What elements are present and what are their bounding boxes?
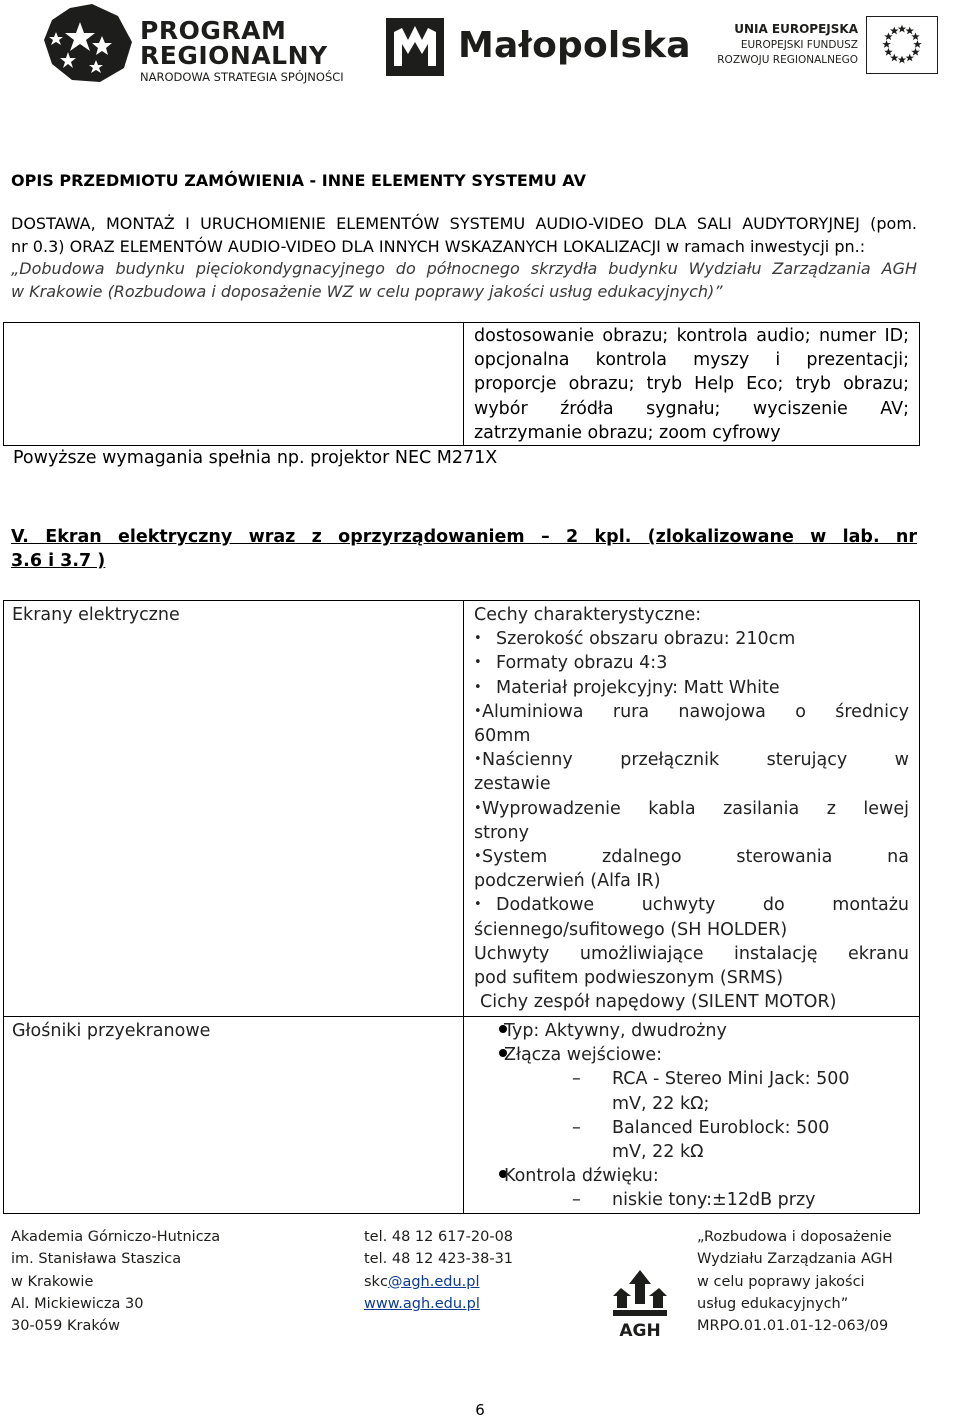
document-title: OPIS PRZEDMIOTU ZAMÓWIENIA - INNE ELEMENTY SYSTEMU AV	[11, 171, 586, 190]
footer-project-line: MRPO.01.01.01-12-063/09	[697, 1318, 889, 1335]
speakers-label: Głośniki przyekranowe	[12, 1021, 211, 1041]
speakers-spec-cell	[464, 1017, 920, 1214]
list-subitem	[464, 1116, 909, 1140]
projector-table-row	[4, 323, 920, 446]
footer-address-line: Al. Mickiewicza 30	[11, 1295, 144, 1312]
subheading-line2: nr 0.3) ORAZ ELEMENTÓW AUDIO-VIDEO DLA INNYCH WSKAZANYCH LOKALIZACJI w ramach inwestycji pn.:	[11, 236, 866, 256]
bullet-icon: •	[474, 655, 482, 671]
list-item	[474, 627, 909, 651]
bullet-icon: •	[474, 703, 482, 719]
agh-logo	[609, 1268, 671, 1340]
screens-heading: Cechy charakterystyczne:	[474, 605, 702, 625]
program-logo-line2: REGIONALNY	[140, 41, 328, 70]
agh-logo-text: AGH	[619, 1321, 661, 1340]
screen-item-text: Wyprowadzenie kabla zasilania z lewej	[482, 798, 909, 819]
page-footer	[0, 1226, 960, 1346]
speaker-subitem-text: niskie tony:±12dB przy	[612, 1190, 816, 1211]
bullet-icon: •	[474, 849, 482, 865]
speaker-item-text: Typ: Aktywny, dwudrożny	[504, 1021, 727, 1041]
section-v-line1: V. Ekran elektryczny wraz z oprzyrządowaniem – 2 kpl. (zlokalizowane w lab. nr	[11, 527, 917, 547]
dash-icon: –	[572, 1117, 581, 1138]
program-logo-line3: NARODOWA STRATEGIA SPÓJNOŚCI	[140, 70, 344, 84]
screen-item-text: Szerokość obszaru obrazu: 210cm	[496, 629, 796, 650]
speaker-subitem-text: Balanced Euroblock: 500	[612, 1117, 830, 1138]
list-subitem-continuation: mV, 22 kΩ	[612, 1142, 704, 1163]
footer-project-line: w celu poprawy jakości	[697, 1273, 865, 1290]
eu-logo	[700, 16, 950, 78]
footer-website-link[interactable]: www.agh.edu.pl	[364, 1295, 480, 1312]
screen-item-text: Naścienny przełącznik sterujący w	[482, 750, 909, 771]
footer-email-prefix: skc	[364, 1273, 388, 1290]
footer-phone: tel. 48 12 423-38-31	[364, 1251, 514, 1268]
eu-logo-line2: EUROPEJSKI FUNDUSZ	[740, 39, 858, 51]
footer-project-line: usług edukacyjnych”	[697, 1295, 849, 1312]
screen-item-text: Materiał projekcyjny: Matt White	[496, 677, 780, 698]
footer-address-line: im. Stanisława Staszica	[11, 1251, 182, 1268]
subheading-line1: DOSTAWA, MONTAŻ I URUCHOMIENIE ELEMENTÓW SYSTEMU AUDIO-VIDEO DLA SALI AUDYTORYJNEJ (pom.	[11, 214, 917, 233]
list-item-continuation: strony	[474, 822, 529, 843]
speaker-item-text: Kontrola dźwięku:	[504, 1166, 659, 1187]
list-subitem	[464, 1067, 909, 1091]
list-item	[474, 651, 909, 675]
footer-contact	[364, 1226, 513, 1315]
screen-item-text: System zdalnego sterowania na	[482, 847, 909, 868]
section-v-heading	[11, 525, 917, 573]
projector-features-cell	[464, 323, 920, 446]
footer-address	[11, 1226, 220, 1337]
list-item-continuation: 60mm	[474, 726, 531, 747]
malopolska-logo-text: Małopolska	[458, 25, 691, 66]
malopolska-logo	[386, 18, 691, 78]
project-name-line1: „Dobudowa budynku pięciokondygnacyjnego do północnego skrzydła budynku Wydziału Zarządzania AGH	[11, 259, 917, 278]
screen-item-text: Aluminiowa rura nawojowa o średnicy	[482, 701, 909, 722]
list-item-continuation: pod sufitem podwieszonym (SRMS)	[474, 968, 784, 989]
dash-icon: –	[572, 1069, 581, 1090]
bullet-icon: •	[474, 752, 482, 768]
list-subitem	[464, 1188, 909, 1212]
speaker-subitem-text: RCA - Stereo Mini Jack: 500	[612, 1069, 850, 1090]
star-emblem-icon	[40, 2, 136, 86]
speaker-item-text: Złącza wejściowe:	[504, 1045, 663, 1066]
list-item	[474, 893, 909, 917]
list-item	[474, 700, 909, 724]
footer-website-row	[364, 1293, 513, 1315]
list-item	[474, 797, 909, 821]
table-row	[4, 601, 920, 1017]
footer-email-link[interactable]: @agh.edu.pl	[387, 1273, 480, 1290]
footer-address-line: 30-059 Kraków	[11, 1318, 120, 1335]
screens-label-cell	[4, 601, 464, 1017]
bullet-icon	[464, 1164, 504, 1188]
speakers-label-cell	[4, 1017, 464, 1214]
projector-features-text: dostosowanie obrazu; kontrola audio; numer ID; opcjonalna kontrola myszy i prezentacji; proporcje obrazu; tryb Help Eco; tryb obrazu; wybór źródła sygnału; wyciszenie AV; zatrzymanie obrazu; zoom cyfrowy	[474, 326, 909, 443]
screens-spec-cell	[464, 601, 920, 1017]
eu-logo-line1: UNIA EUROPEJSKA	[734, 22, 858, 36]
bullet-icon	[464, 1019, 504, 1043]
program-regionalny-logo	[40, 2, 360, 86]
agh-emblem-icon	[613, 1270, 667, 1316]
bullet-icon: •	[474, 800, 482, 816]
footer-project-line: „Rozbudowa i doposażenie	[697, 1229, 892, 1245]
list-item-continuation: podczerwień (Alfa IR)	[474, 871, 661, 892]
table-row	[4, 1017, 920, 1214]
projector-table-label-cell	[4, 323, 498, 468]
page-number: 6	[475, 1401, 485, 1419]
footer-email	[364, 1271, 513, 1293]
bullet-icon	[464, 1043, 504, 1067]
footer-phone: tel. 48 12 617-20-08	[364, 1229, 514, 1245]
page-header	[0, 0, 960, 100]
footer-address-line: Akademia Górniczo-Hutnicza	[11, 1229, 221, 1245]
document-subheading	[11, 213, 917, 303]
list-item	[464, 1164, 909, 1188]
list-item	[474, 845, 909, 869]
footer-project	[697, 1226, 893, 1337]
screen-item-text: Formaty obrazu 4:3	[496, 653, 668, 674]
list-item-continuation: ściennego/sufitowego (SH HOLDER)	[474, 919, 788, 940]
footer-project-line: Wydziału Zarządzania AGH	[697, 1251, 893, 1268]
list-item	[464, 1043, 909, 1067]
malopolska-emblem-icon	[386, 18, 444, 76]
section-v-line2: 3.6 i 3.7 )	[11, 551, 106, 571]
footer-address-line: w Krakowie	[11, 1273, 94, 1290]
list-item-continuation: zestawie	[474, 774, 551, 795]
projector-table	[3, 322, 920, 468]
eu-flag-icon	[866, 16, 938, 74]
list-item	[474, 748, 909, 772]
program-logo-line1: PROGRAM	[140, 16, 287, 45]
list-item	[464, 1019, 909, 1043]
list-item	[474, 676, 909, 700]
screen-specs-table	[3, 600, 920, 1214]
bullet-icon: •	[474, 897, 482, 913]
bullet-icon: •	[474, 679, 482, 695]
list-item: Uchwyty umożliwiające instalację ekranu	[474, 943, 909, 964]
eu-logo-line3: ROZWOJU REGIONALNEGO	[717, 54, 858, 66]
dash-icon: –	[572, 1190, 581, 1211]
projector-compliance-note: Powyższe wymagania spełnia np. projektor NEC M271X	[13, 447, 498, 468]
screens-label: Ekrany elektryczne	[12, 605, 180, 625]
screen-item-text: Dodatkowe uchwyty do montażu	[496, 895, 909, 916]
list-subitem-continuation: mV, 22 kΩ;	[612, 1093, 710, 1114]
project-name-line2: w Krakowie (Rozbudowa i doposażenie WZ w celu poprawy jakości usług edukacyjnych)”	[11, 281, 723, 301]
list-item: Cichy zespół napędowy (SILENT MOTOR)	[480, 992, 837, 1013]
bullet-icon: •	[474, 631, 482, 647]
